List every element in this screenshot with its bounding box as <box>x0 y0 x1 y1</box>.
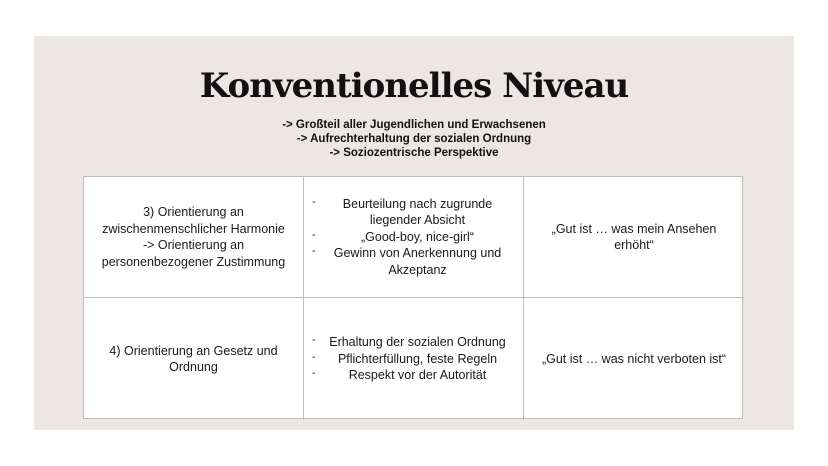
stage-line: 4) Orientierung an Gesetz und Ordnung <box>109 343 278 374</box>
bullet-item: - „Good-boy, nice-girl“ <box>310 229 517 246</box>
stage-line: zwischenmenschlicher Harmonie <box>102 221 285 236</box>
bullets-cell <box>304 298 524 420</box>
slide <box>34 36 794 430</box>
bullet-list <box>310 334 517 384</box>
subtitle-line: -> Aufrechterhaltung der sozialen Ordnung <box>296 133 532 145</box>
bullet-item: - Gewinn von Anerkennung und Akzeptanz <box>310 245 517 278</box>
stage-line: personenbezogener Zustimmung <box>101 254 286 269</box>
stage-cell <box>84 298 304 420</box>
stage-cell <box>84 177 304 298</box>
subtitle-line: -> Soziozentrische Perspektive <box>329 147 499 159</box>
stage-line: -> Orientierung an <box>142 238 245 252</box>
subtitle-line: -> Großteil aller Jugendlichen und Erwachsenen <box>282 119 546 131</box>
bullet-item: - Pflichterfüllung, feste Regeln <box>310 351 517 368</box>
bullet-item: - Erhaltung der sozialen Ordnung <box>310 334 517 351</box>
quote-cell <box>524 298 744 420</box>
bullet-item: - Beurteilung nach zugrunde liegender Absicht <box>310 196 517 229</box>
bullets-cell <box>304 177 524 298</box>
stage-line: 3) Orientierung an <box>143 205 244 219</box>
quote-text: „Gut ist … was mein Ansehen erhöht“ <box>551 221 717 252</box>
bullet-item: - Respekt vor der Autorität <box>310 367 517 384</box>
subtitle-list <box>34 118 794 160</box>
slide-title: Konventionelles Niveau <box>199 66 629 106</box>
stage-table <box>83 176 743 419</box>
quote-cell <box>524 177 744 298</box>
bullet-list <box>310 196 517 279</box>
quote-text: „Gut ist … was nicht verboten ist“ <box>541 351 727 366</box>
